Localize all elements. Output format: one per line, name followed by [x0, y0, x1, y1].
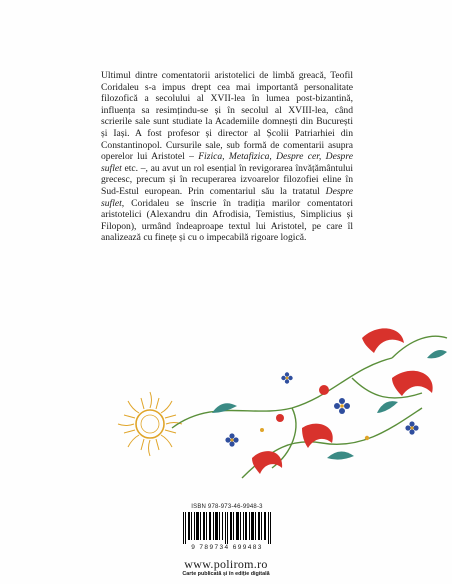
- barcode-block: [179, 504, 275, 554]
- works-list: Fizica, Metafizica, Despre cer, Despre suflet: [101, 151, 353, 174]
- book-description: [101, 70, 353, 244]
- treatise-title: Despre suflet: [101, 185, 353, 209]
- floral-ornament: [92, 318, 452, 488]
- description-part-3: , Coridaleu se înscrie în tradiția marilor comentatori aristotelici (Alexandru din Afrodisia, Temistius, Simplicius și Filopon), urmând îndeaproape textul lui Aristotel, pe care îl analizează cu finețe și cu o impecabilă rigoare logică.: [101, 197, 353, 244]
- publisher-website[interactable]: www.polirom.ro: [184, 557, 268, 571]
- description-part-2: etc. –, au avut un rol esențial în revigorarea învățământului grecesc, precum și în recuperarea izvoarelor filozofiei eline în Sud-Estul european. Prin comentariul său la tratatul: [101, 162, 354, 197]
- digital-edition-note: Carte publicată și în ediție digitală: [182, 571, 270, 577]
- sun-icon: [118, 392, 182, 456]
- isbn-number: ISBN 978-973-46-9948-3: [191, 504, 263, 510]
- barcode-icon: [183, 512, 271, 544]
- description-part-1: Ultimul dintre comentatorii aristotelici de limbă greacă, Teofil Coridaleu s-a impus drept cea mai importantă personalitate filozofică a secolului al XVII-lea în lumea post-bizantină, influența sa resimțindu-se și în secolul al XVIII-lea, când scrierile sale sunt studiate la Academiile domnești din București și Iași. A fost profesor și director al Școlii Patriarhiei din Constantinopol. Cursurile sale, sub formă de comentarii asupra operelor lui Aristotel –: [101, 70, 353, 163]
- barcode-digits: 9 789734 699483: [191, 544, 263, 551]
